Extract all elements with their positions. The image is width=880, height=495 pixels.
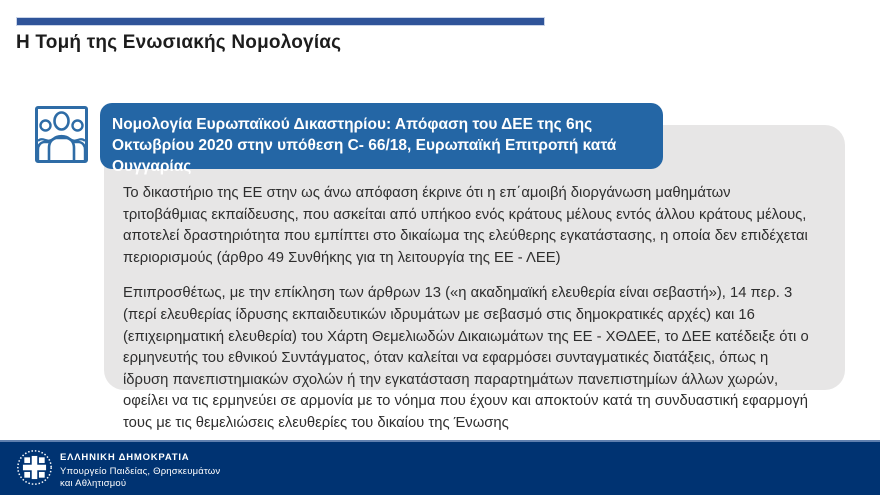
footer-ministry-line-1: Υπουργείο Παιδείας, Θρησκευμάτων <box>60 466 221 477</box>
case-header-banner <box>100 103 663 175</box>
case-summary <box>123 183 815 435</box>
case-header-text: Νομολογία Ευρωπαϊκού Δικαστηρίου: Απόφαση του ΔΕΕ της 6ης Οκτωβρίου 2020 στην υπόθεση C- 66/18, Ευρωπαϊκή Επιτροπή κατά Ουγγαρίας <box>112 116 617 175</box>
case-summary-paragraph-2: Επιπροσθέτως, με την επίκληση των άρθρων 13 («η ακαδημαϊκή ελευθερία είναι σεβαστή»), 14 περ. 3 (περί ελευθερίας ίδρυσης εκπαιδευτικών ιδρυμάτων με σεβασμό στις δημοκρατικές αρχές) και 16 (επιχειρηματική ελευθερία) του Χάρτη Θεμελιωδών Δικαιωμάτων της ΕΕ - ΧΘΔΕΕ, το ΔΕΕ κατέδειξε ότι ο ερμηνευτής του εθνικού Συντάγματος, όταν καλείται να εφαρμόσει συνταγματικές διατάξεις, όπως η ίδρυση πανεπιστημιακών σχολών ή την εγκατάσταση παραρτημάτων πανεπιστημίων άλλων χωρών, οφείλει να τις ερμηνεύει σε αρμονία με το νόημα που έχουν και αποκτούν κατά τη συνδυαστική εφαρμογή τους με τις θεμελιώσεις ελευθερίες του δικαίου της Ένωσης <box>123 285 809 431</box>
case-summary-paragraph-1: Το δικαστήριο της ΕΕ στην ως άνω απόφαση έκρινε ότι η επ΄αμοιβή διοργάνωση μαθημάτων τριτοβάθμιας εκπαίδευσης, που ασκείται από υπήκοο ενός κράτους μέλους εντός άλλου κράτους μέλους, αποτελεί δραστηριότητα που εμπίπτει στο δικαίωμα της ελεύθερης εγκατάστασης, η οποία δεν επιδέχεται περιορισμούς (άρθρο 49 Συνθήκης για τη λειτουργία της ΕΕ - ΛΕΕ) <box>123 185 808 266</box>
hellenic-republic-emblem <box>16 449 53 486</box>
footer-identity <box>60 452 220 490</box>
footer-org-name: ΕΛΛΗΝΙΚΗ ΔΗΜΟΚΡΑΤΙΑ <box>60 452 190 463</box>
group-people-icon <box>35 106 88 163</box>
footer-ministry-line-2: και Αθλητισμού <box>60 478 127 489</box>
top-accent-bar <box>16 17 545 26</box>
page-title: Η Τομή της Ενωσιακής Νομολογίας <box>16 32 342 53</box>
